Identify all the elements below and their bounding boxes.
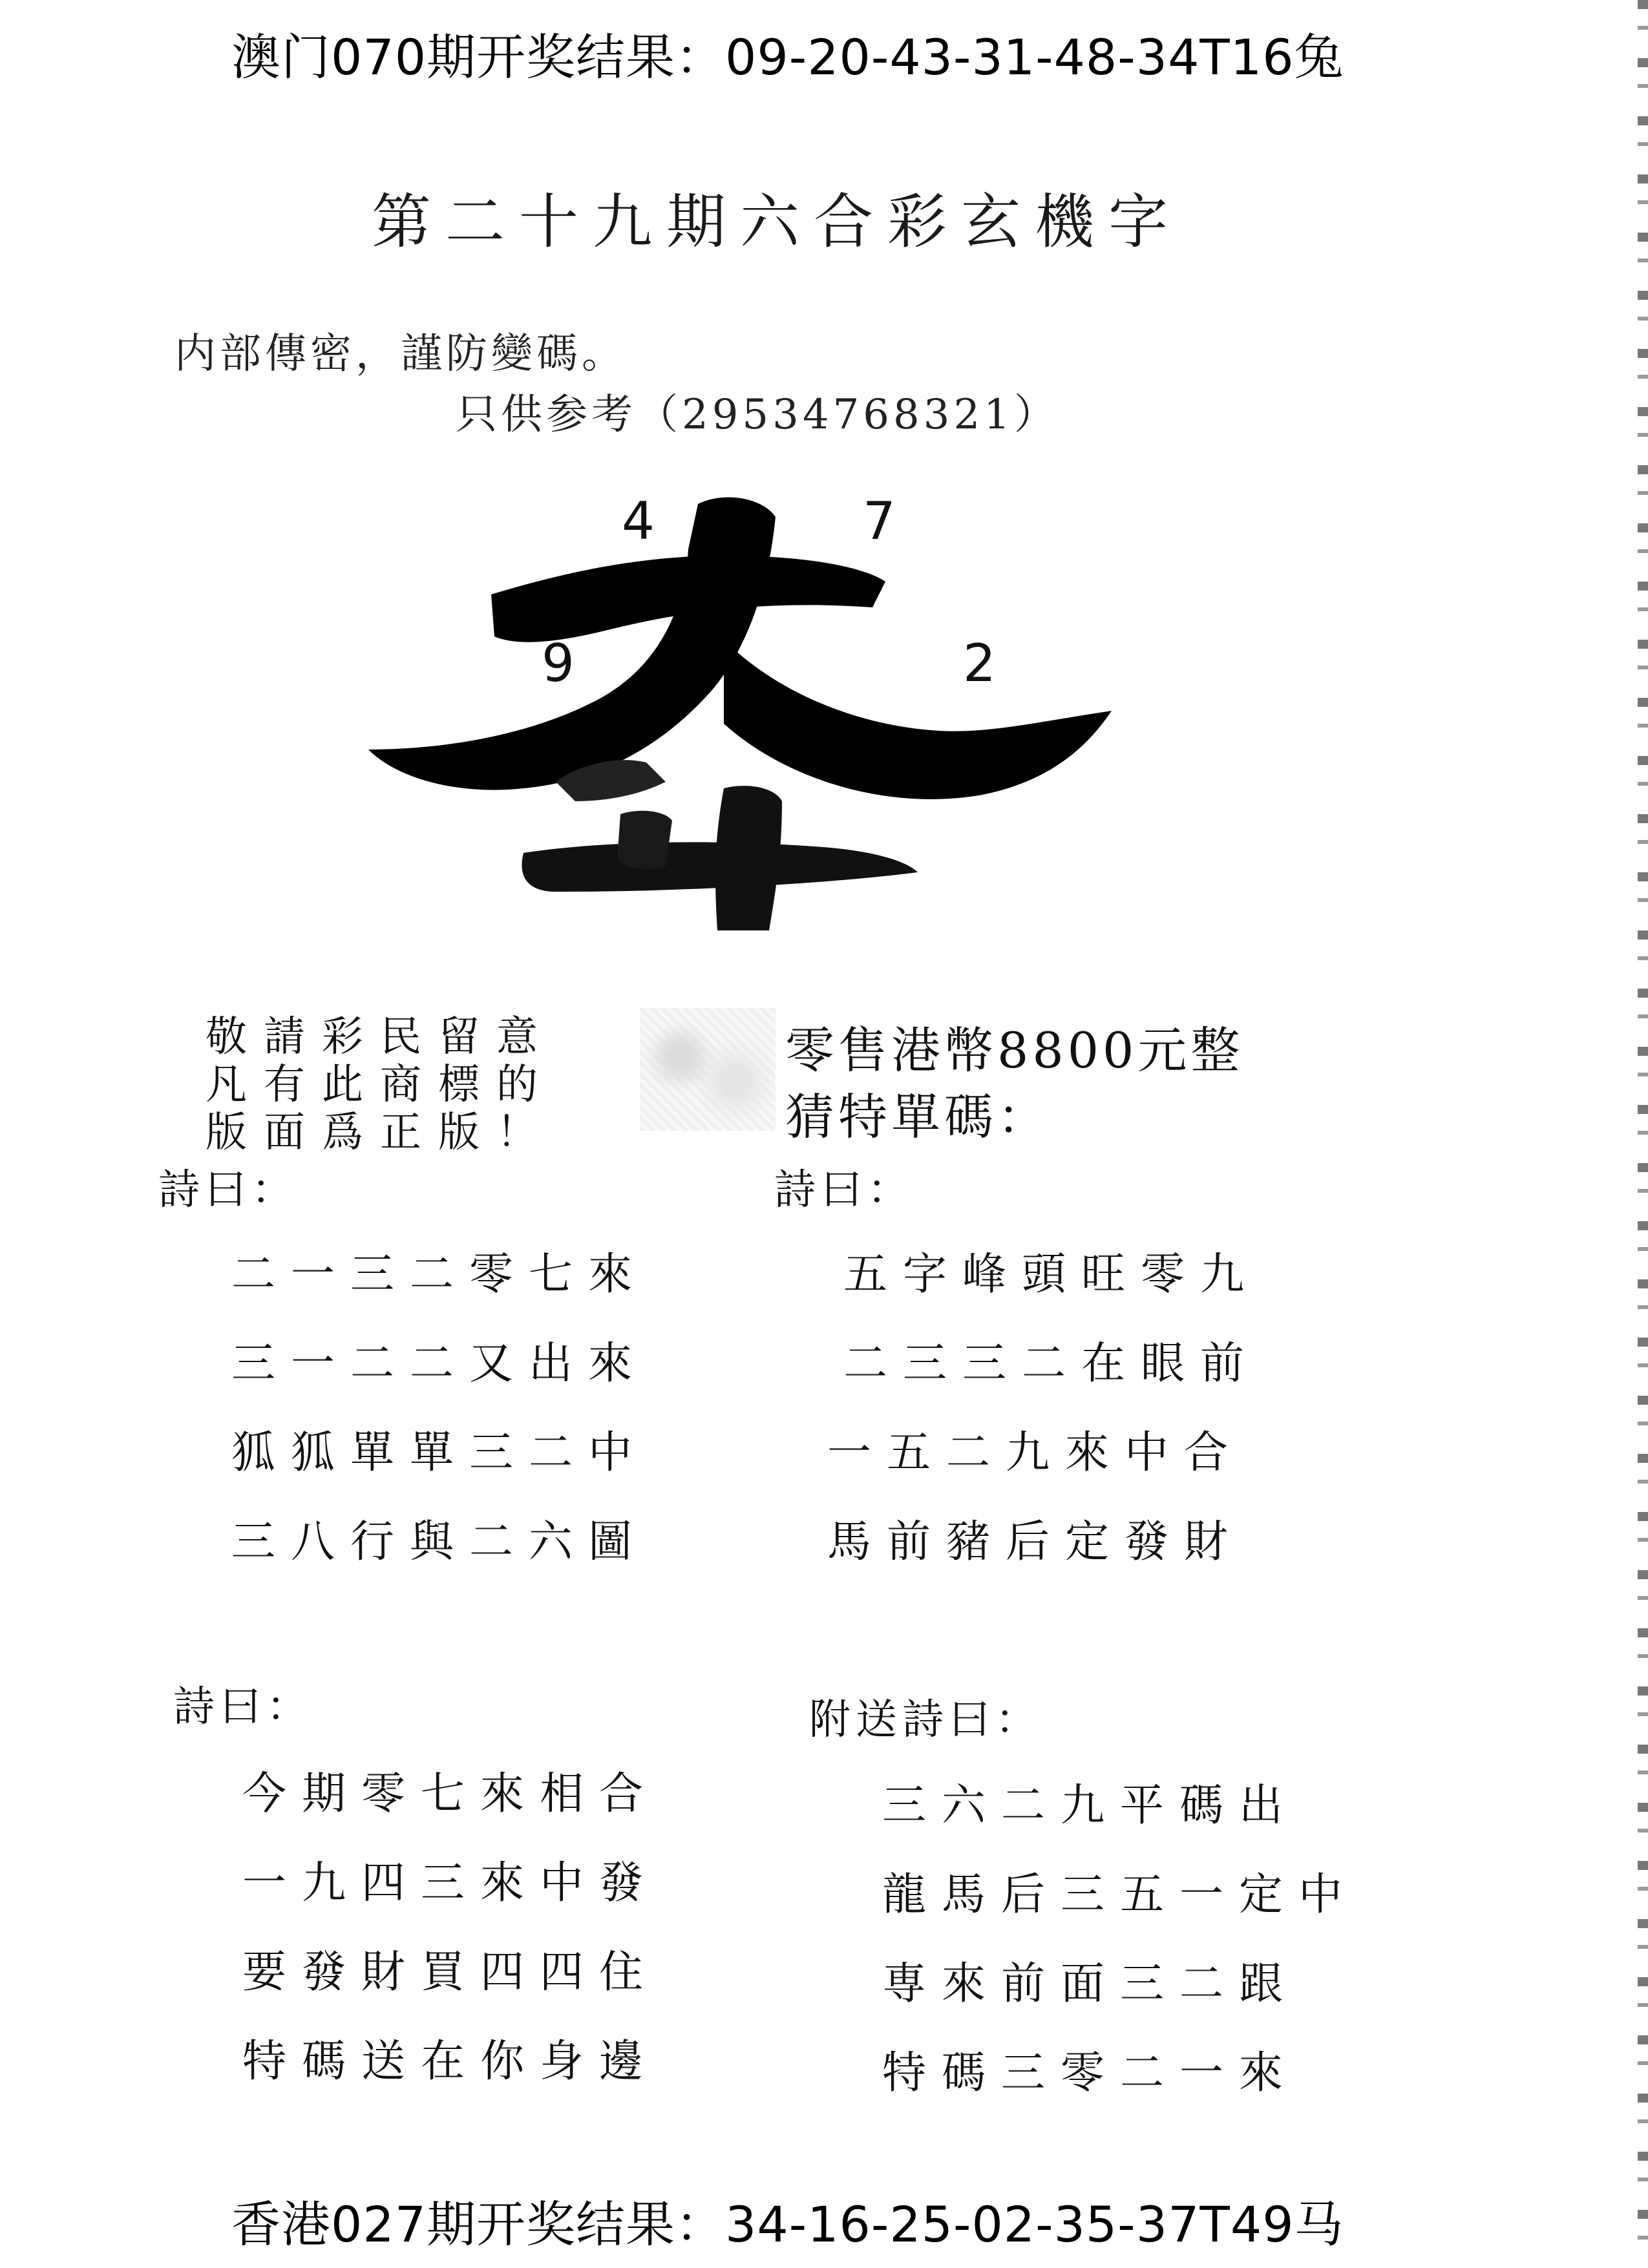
- banner-top: 澳门070期开奖结果：09-20-43-31-48-34T16兔: [231, 28, 1344, 86]
- figure-number-9: 9: [542, 633, 575, 693]
- poem-line: 狐狐單單三二中: [231, 1427, 648, 1478]
- poem-line: 一五二九來中合: [827, 1427, 1244, 1478]
- notice-block: [206, 1013, 555, 1157]
- poem-heading: 詩曰：: [774, 1166, 914, 1214]
- poem-line: 龍馬后三五一定中: [882, 1869, 1358, 1920]
- poem-line: 今期零七來相合: [242, 1769, 659, 1820]
- notice-line: 凡有此商標的: [206, 1061, 555, 1109]
- scan-edge: [1638, 0, 1648, 2268]
- guess-special-line: 猜特單碼：: [785, 1088, 1050, 1146]
- poem-line: 三八行與二六圖: [231, 1517, 648, 1568]
- banner-bottom: 香港027期开奖结果：34-16-25-02-35-37T49马: [231, 2196, 1344, 2253]
- poem-heading: 詩曰：: [173, 1683, 313, 1731]
- poem-line: 三六二九平碼出: [882, 1780, 1299, 1831]
- subtitle-secret: 内部傳密，謹防變碼。: [174, 330, 627, 378]
- notice-line: 敬請彩民留意: [206, 1013, 555, 1061]
- trademark-stamp: [640, 1008, 776, 1131]
- poem-line: 二三三二在眼前: [843, 1338, 1260, 1389]
- poem-heading: 詩曰：: [158, 1166, 298, 1214]
- poem-line: 要發財買四四住: [242, 1947, 659, 1998]
- poem-line: 五字峰頭旺零九: [843, 1249, 1260, 1300]
- price-line: 零售港幣8800元整: [785, 1022, 1244, 1079]
- poem-line: 一九四三來中發: [242, 1858, 659, 1909]
- figure-number-7: 7: [863, 491, 896, 551]
- da-right-sweep: [724, 640, 1112, 799]
- poem-line: 二一三二零七來: [231, 1249, 648, 1300]
- poem-line: 馬前豬后定發財: [827, 1517, 1244, 1568]
- subtitle-reference: 只供参考（29534768321）: [456, 391, 1059, 439]
- poem-line: 特碼三零二一來: [882, 2048, 1299, 2099]
- figure-number-4: 4: [622, 491, 655, 551]
- poem-line: 特碼送在你身邊: [242, 2036, 659, 2087]
- poem-line: 三一二二又出來: [231, 1338, 648, 1389]
- poem-heading: 附送詩曰：: [809, 1696, 1042, 1744]
- poem-line: 専來前面三二跟: [882, 1958, 1299, 2010]
- notice-line: 版面爲正版！: [206, 1109, 555, 1157]
- figure-number-2: 2: [963, 633, 996, 693]
- niu-vertical-stroke: [715, 786, 782, 930]
- page-title: 第二十九期六合彩玄機字: [372, 187, 1183, 257]
- calligraphy-figure: [362, 478, 1137, 930]
- niu-left-stroke: [617, 811, 672, 869]
